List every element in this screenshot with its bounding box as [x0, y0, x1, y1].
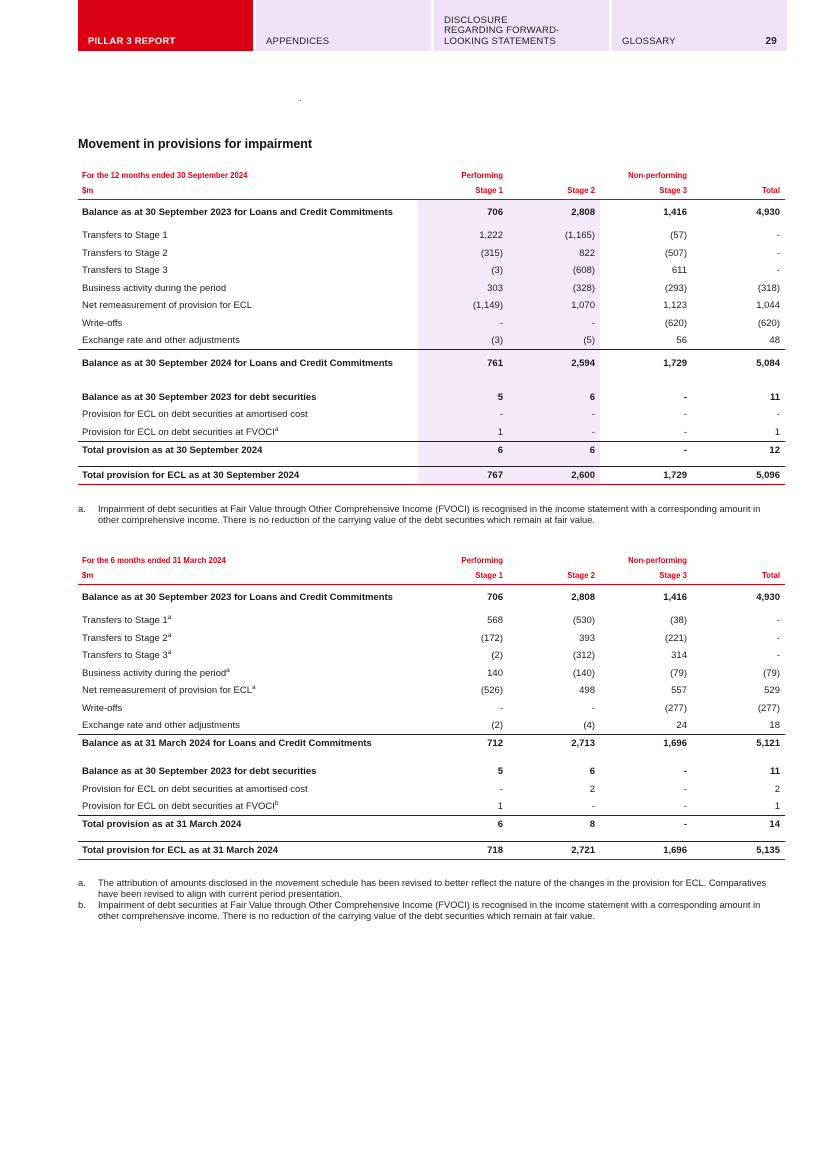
row-label-text: Balance as at 30 September 2023 for debt securities [82, 391, 317, 403]
cell-total: 5,096 [692, 467, 785, 485]
row-label-text: Transfers to Stage 2 [82, 247, 168, 259]
cell-stage-1: 1,222 [418, 227, 508, 245]
table-row [78, 297, 785, 315]
cell-total: 4,930 [756, 207, 780, 218]
cell-stage-2: (530) [572, 615, 595, 627]
cell-stage-1: (3) [418, 262, 508, 280]
table-row [78, 798, 785, 816]
tab-pillar-3-report[interactable] [78, 0, 253, 51]
row-label [78, 630, 418, 648]
row-label-text: Total provision for ECL as at 30 September 2024 [82, 470, 300, 481]
page-number: 29 [765, 36, 777, 47]
cell-stage-3: 1,696 [600, 735, 692, 753]
cell-stage-2: (140) [572, 667, 595, 679]
cell-stage-1: 706 [418, 199, 508, 227]
row-label [78, 584, 418, 612]
row-label [78, 763, 418, 781]
col-header: Total [692, 568, 785, 584]
cell-stage-2: (4) [583, 720, 595, 731]
cell-stage-2: - [591, 801, 595, 812]
row-label [78, 245, 418, 263]
cell-total: (318) [757, 282, 780, 294]
table-header-row [78, 167, 785, 183]
cell-stage-3: (38) [670, 615, 687, 627]
cell-stage-3: (620) [664, 317, 687, 329]
tab-glossary[interactable] [612, 0, 787, 51]
col-header: Stage 1 [418, 568, 508, 584]
row-label [78, 682, 418, 700]
cell-stage-2: 2 [589, 783, 595, 795]
cell-stage-1: (172) [480, 632, 503, 644]
cell-stage-2: 498 [579, 685, 595, 697]
cell-stage-3: 1,123 [663, 300, 687, 312]
table-row [78, 781, 785, 799]
row-label-text: Transfers to Stage 3 [82, 265, 168, 277]
cell-stage-2: - [508, 315, 600, 333]
row-label-text: Exchange rate and other adjustments [82, 335, 240, 346]
row-label-text: Total provision as at 30 September 2024 [82, 444, 263, 456]
cell-stage-3: (79) [670, 667, 687, 679]
row-label-text: Total provision for ECL as at 31 March 2024 [82, 844, 279, 856]
col-header: Stage 1 [418, 183, 508, 199]
cell-stage-2: 2,721 [508, 841, 600, 859]
cell-total: - [776, 230, 780, 242]
footnote-marker: b [274, 799, 279, 807]
spacer-cell [78, 752, 418, 763]
row-label-text: Provision for ECL on debt securities at amortised cost [82, 409, 308, 421]
spacer-cell [418, 378, 508, 389]
cell-stage-2: 2,594 [508, 350, 600, 378]
cell-stage-3: 611 [671, 265, 687, 277]
cell-stage-2: 2,808 [571, 592, 595, 603]
cell-total: - [776, 247, 780, 259]
table-row [78, 584, 785, 612]
table-row [78, 630, 785, 648]
table-row [78, 841, 785, 859]
cell-total: 1 [774, 801, 780, 812]
table-row [78, 227, 785, 245]
table-row [78, 682, 785, 700]
cell-stage-1: 761 [418, 350, 508, 378]
spacer-row [78, 459, 785, 467]
footnote-marker: a [167, 649, 172, 657]
row-label [78, 315, 418, 333]
cell-total: 11 [769, 391, 780, 403]
footnote [78, 878, 778, 900]
table-header-row [78, 568, 785, 584]
cell-stage-3: 1,416 [663, 592, 687, 603]
cell-stage-3: (507) [664, 247, 687, 259]
col-header: Total [692, 183, 785, 199]
cell-stage-3: 1,729 [600, 467, 692, 485]
row-label [78, 424, 418, 442]
row-label-text: Exchange rate and other adjustments [82, 720, 240, 731]
spacer-cell [600, 752, 692, 763]
cell-stage-2: 6 [589, 766, 595, 778]
table-row [78, 350, 785, 378]
cell-stage-2: 6 [508, 389, 600, 407]
col-header: Stage 2 [508, 183, 600, 199]
cell-stage-2: - [591, 702, 595, 714]
cell-stage-1: 6 [418, 441, 508, 459]
table-row [78, 406, 785, 424]
cell-stage-1: - [499, 783, 503, 795]
row-label-text: Transfers to Stage 2 [82, 632, 168, 644]
cell-stage-1: 140 [487, 667, 503, 679]
cell-stage-1: 767 [418, 467, 508, 485]
cell-stage-1: 6 [418, 816, 508, 834]
row-label [78, 700, 418, 718]
row-label [78, 467, 418, 485]
cell-stage-3: - [683, 783, 687, 795]
spacer-cell [692, 459, 785, 467]
cell-total: 1 [774, 426, 780, 438]
cell-stage-3: 24 [676, 720, 687, 731]
table-row [78, 441, 785, 459]
cell-stage-1: - [499, 702, 503, 714]
row-label [78, 227, 418, 245]
provisions-table-mar-2024 [78, 552, 785, 860]
stray-mark [300, 100, 301, 101]
table-body [78, 199, 785, 485]
row-label [78, 297, 418, 315]
cell-stage-2: (608) [508, 262, 600, 280]
footnote-marker: a [274, 425, 279, 433]
cell-total: 5,135 [692, 841, 785, 859]
cell-stage-2: 8 [508, 816, 600, 834]
cell-total: 14 [692, 816, 785, 834]
group-nonperforming: Non-performing [628, 170, 687, 180]
cell-stage-1: - [418, 406, 508, 424]
spacer-cell [78, 459, 418, 467]
cell-stage-1: (1,149) [418, 297, 508, 315]
row-label-text: Write-offs [82, 317, 123, 329]
cell-stage-3: - [600, 816, 692, 834]
cell-total: - [776, 650, 780, 662]
row-label [78, 781, 418, 799]
cell-stage-1: 1 [418, 424, 508, 442]
table-row [78, 717, 785, 735]
footnote-text: Impairment of debt securities at Fair Value through Other Comprehensive Income (FVOCI) is recognised in the income statement with a corresponding amount in other comprehensive income. There is no reduction of the carrying value of the debt securities which remain at fair value. [98, 504, 761, 525]
row-label-text: Balance as at 30 September 2024 for Loans and Credit Commitments [82, 357, 393, 369]
row-label-text: Balance as at 30 September 2023 for Loans and Credit Commitments [82, 207, 393, 218]
spacer-cell [418, 752, 508, 763]
row-label [78, 665, 418, 683]
header-nav [78, 0, 787, 51]
cell-stage-2: (328) [508, 280, 600, 298]
group-nonperforming: Non-performing [628, 555, 687, 565]
row-label-text: Business activity during the period [82, 282, 227, 294]
footnote [78, 900, 778, 922]
footnote [78, 504, 778, 526]
table-row [78, 612, 785, 630]
cell-stage-1: (2) [491, 720, 503, 731]
table-header-row [78, 183, 785, 199]
row-label-text: Provision for ECL on debt securities at amortised cost [82, 783, 308, 795]
unit-label: $m [78, 183, 418, 199]
footnote-label: a. [78, 878, 86, 888]
cell-stage-3: 1,696 [600, 841, 692, 859]
cell-stage-1: 5 [497, 766, 503, 778]
cell-stage-2: (1,165) [508, 227, 600, 245]
table-row [78, 735, 785, 753]
cell-stage-1: 1 [497, 801, 503, 812]
table-row [78, 647, 785, 665]
table-body [78, 584, 785, 859]
row-label [78, 841, 418, 859]
cell-stage-2: - [508, 424, 600, 442]
spacer-cell [508, 378, 600, 389]
table-row [78, 332, 785, 350]
cell-stage-1: 303 [418, 280, 508, 298]
cell-stage-1: (315) [418, 245, 508, 263]
cell-stage-2: 822 [508, 245, 600, 263]
spacer-cell [600, 833, 692, 841]
spacer-row [78, 378, 785, 389]
cell-stage-2: 6 [508, 441, 600, 459]
cell-stage-3: - [683, 766, 687, 778]
cell-total: - [776, 615, 780, 627]
footnote-marker: a [167, 614, 172, 622]
row-label [78, 612, 418, 630]
row-label [78, 350, 418, 378]
spacer-row [78, 752, 785, 763]
row-label [78, 389, 418, 407]
cell-stage-3: 1,729 [600, 350, 692, 378]
group-performing: Performing [461, 555, 503, 565]
table-row [78, 245, 785, 263]
col-header: Stage 3 [600, 568, 692, 584]
spacer-cell [508, 459, 600, 467]
cell-stage-2: 2,600 [508, 467, 600, 485]
cell-total: (277) [757, 702, 780, 714]
spacer-cell [418, 459, 508, 467]
spacer-cell [600, 459, 692, 467]
footnote-text: Impairment of debt securities at Fair Value through Other Comprehensive Income (FVOCI) is recognised in the income statement with a corresponding amount in other comprehensive income. There is no reduction of the carrying value of the debt securities which remain at fair value. [98, 900, 761, 921]
cell-total: 11 [769, 766, 780, 778]
row-label-text: Balance as at 31 March 2024 for Loans and Credit Commitments [82, 738, 372, 749]
cell-stage-2: (5) [508, 332, 600, 350]
cell-stage-2: 2,808 [508, 199, 600, 227]
cell-total: 18 [769, 720, 780, 731]
cell-stage-3: 557 [671, 685, 687, 697]
tab-label-line: REGARDING FORWARD- [444, 25, 560, 36]
row-label-text: Business activity during the period [82, 667, 227, 679]
cell-total: 5,084 [692, 350, 785, 378]
cell-stage-2: (312) [572, 650, 595, 662]
tab-forward-looking-statements[interactable] [434, 0, 609, 51]
page-title: Movement in provisions for impairment [78, 137, 313, 151]
row-label-text: Net remeasurement of provision for ECL [82, 685, 253, 697]
table-header-row [78, 552, 785, 568]
tab-label: GLOSSARY [622, 36, 676, 47]
cell-total: 5,121 [692, 735, 785, 753]
table-row [78, 315, 785, 333]
spacer-cell [508, 752, 600, 763]
cell-stage-3: (277) [664, 702, 687, 714]
row-label-text: Balance as at 30 September 2023 for debt securities [82, 766, 317, 778]
row-label [78, 647, 418, 665]
period-label: For the 6 months ended 31 March 2024 [82, 555, 226, 565]
table-row [78, 389, 785, 407]
cell-stage-2: 1,070 [508, 297, 600, 315]
table-row [78, 262, 785, 280]
row-label [78, 717, 418, 735]
tab-label-line: DISCLOSURE [444, 14, 508, 26]
table-row [78, 280, 785, 298]
row-label-text: Transfers to Stage 3 [82, 650, 168, 662]
cell-stage-3: 1,416 [663, 207, 687, 218]
cell-stage-3: (293) [664, 282, 687, 294]
footnote-marker: a [252, 684, 256, 692]
cell-stage-1: 706 [487, 592, 503, 603]
table-row [78, 816, 785, 834]
tab-label: APPENDICES [266, 36, 330, 47]
cell-total: - [776, 632, 780, 644]
footnote-marker: a [226, 666, 230, 674]
spacer-cell [418, 833, 508, 841]
tab-label-line: LOOKING STATEMENTS [444, 35, 556, 47]
cell-stage-1: 568 [487, 615, 503, 627]
spacer-cell [692, 378, 785, 389]
cell-total: 48 [769, 335, 780, 346]
cell-stage-1: (3) [418, 332, 508, 350]
spacer-cell [78, 833, 418, 841]
period-label: For the 12 months ended 30 September 2024 [82, 170, 248, 180]
footnote-label: b. [78, 900, 86, 910]
cell-stage-3: 56 [676, 335, 687, 346]
row-label-text: Transfers to Stage 1 [82, 615, 168, 627]
cell-stage-3: - [683, 409, 687, 421]
row-label [78, 262, 418, 280]
cell-stage-3: (57) [670, 230, 687, 242]
spacer-cell [78, 378, 418, 389]
spacer-cell [508, 833, 600, 841]
row-label-text: Write-offs [82, 702, 123, 714]
cell-stage-3: - [600, 441, 692, 459]
col-header: Stage 3 [600, 183, 692, 199]
row-label-text: Total provision as at 31 March 2024 [82, 819, 242, 830]
table-row [78, 199, 785, 227]
cell-total: 4,930 [756, 592, 780, 603]
table-row [78, 424, 785, 442]
cell-stage-1: 5 [418, 389, 508, 407]
row-label [78, 441, 418, 459]
row-label [78, 280, 418, 298]
row-label-text: Net remeasurement of provision for ECL [82, 300, 253, 312]
footnotes [78, 504, 778, 526]
row-label-text: Balance as at 30 September 2023 for Loans and Credit Commitments [82, 592, 393, 603]
unit-label: $m [78, 568, 418, 584]
cell-stage-2: 2,713 [508, 735, 600, 753]
spacer-cell [692, 833, 785, 841]
cell-total: 2 [774, 783, 780, 795]
cell-total: 12 [692, 441, 785, 459]
row-label [78, 816, 418, 834]
cell-stage-2: - [508, 406, 600, 424]
cell-total: 529 [764, 685, 780, 697]
row-label-text: Transfers to Stage 1 [82, 230, 168, 242]
spacer-cell [600, 378, 692, 389]
cell-stage-2: 393 [579, 632, 595, 644]
cell-stage-1: 712 [418, 735, 508, 753]
tab-appendices[interactable] [256, 0, 431, 51]
cell-total: (620) [757, 317, 780, 329]
cell-stage-3: 314 [671, 650, 687, 662]
spacer-cell [692, 752, 785, 763]
col-header: Stage 2 [508, 568, 600, 584]
table-row [78, 665, 785, 683]
row-label-text: Provision for ECL on debt securities at FVOCI [82, 426, 275, 438]
table-row [78, 763, 785, 781]
row-label [78, 406, 418, 424]
cell-stage-1: 718 [418, 841, 508, 859]
cell-stage-1: (2) [491, 650, 503, 662]
group-performing: Performing [461, 170, 503, 180]
provisions-table-sep-2024 [78, 167, 785, 485]
footnote-label: a. [78, 504, 86, 514]
row-label [78, 798, 418, 816]
cell-stage-3: - [683, 426, 687, 438]
tab-label: PILLAR 3 REPORT [88, 36, 176, 47]
cell-total: (79) [763, 667, 780, 679]
footnote-text: The attribution of amounts disclosed in the movement schedule has been revised to better reflect the nature of the changes in the provision for ECL. Comparatives have been revised to align with current period presentation. [98, 878, 767, 899]
cell-total: - [776, 409, 780, 421]
row-label [78, 735, 418, 753]
cell-stage-1: - [418, 315, 508, 333]
footnote-marker: a [167, 631, 172, 639]
row-label [78, 199, 418, 227]
cell-stage-3: - [683, 801, 687, 812]
row-label-text: Provision for ECL on debt securities at FVOCI [82, 801, 275, 812]
footnotes [78, 878, 778, 922]
cell-total: 1,044 [756, 300, 780, 312]
cell-stage-1: (526) [480, 685, 503, 697]
spacer-row [78, 833, 785, 841]
table-row [78, 700, 785, 718]
cell-stage-3: (221) [664, 632, 687, 644]
row-label [78, 332, 418, 350]
cell-stage-3: - [683, 391, 687, 403]
table-row [78, 467, 785, 485]
cell-total: - [776, 265, 780, 277]
